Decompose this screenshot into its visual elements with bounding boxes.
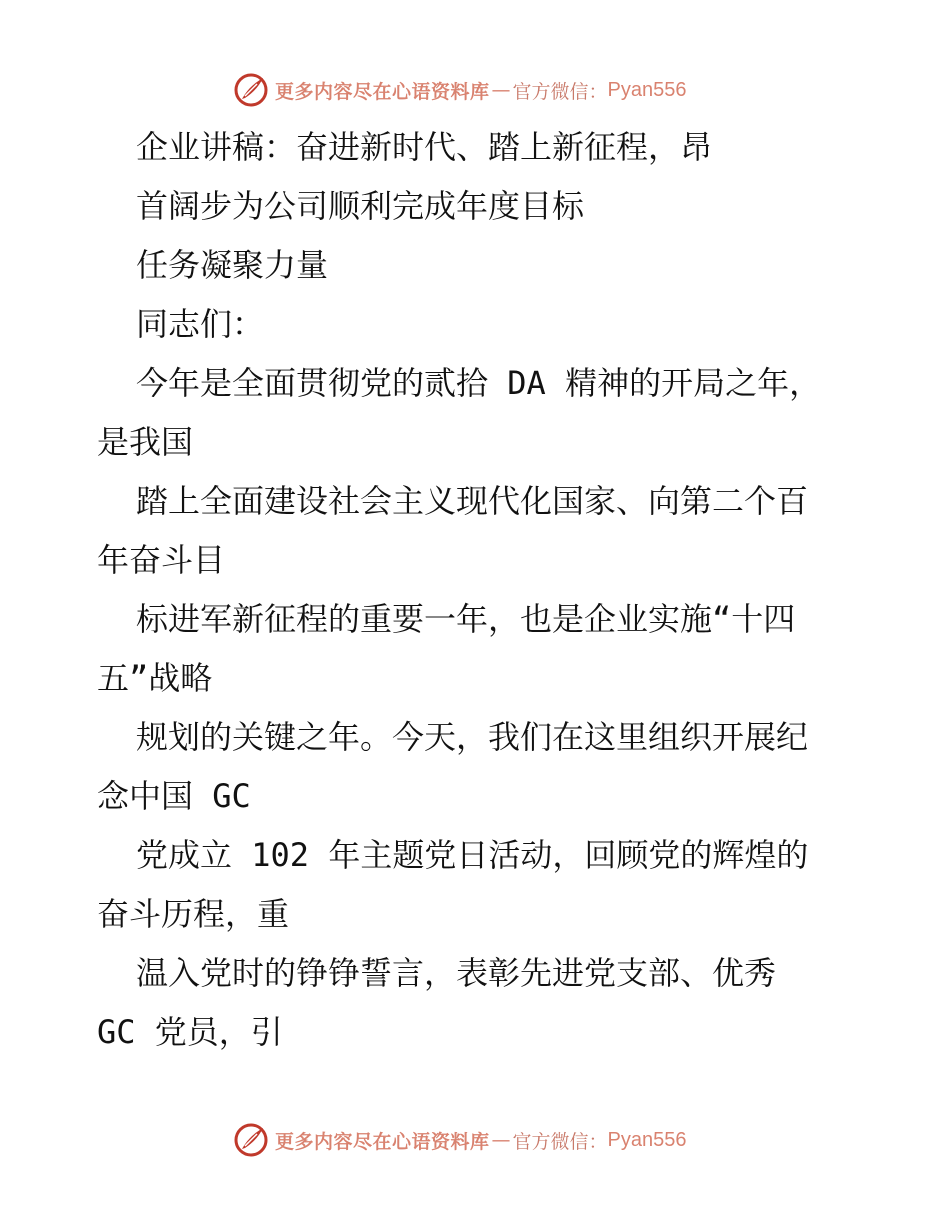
paragraph-line: GC 党员，引 bbox=[97, 1013, 283, 1051]
watermark-site-text: 更多内容尽在心语资料库 bbox=[275, 1130, 490, 1153]
watermark-site-text: 更多内容尽在心语资料库 bbox=[275, 80, 490, 103]
title-line-2: 首阔步为公司顺利完成年度目标 bbox=[136, 187, 585, 225]
watermark-wechat-label: 官方微信： bbox=[512, 1130, 608, 1153]
paragraph-line: 年奋斗目 bbox=[97, 541, 226, 579]
paragraph-line: 规划的关键之年。今天，我们在这里组织开展纪 bbox=[136, 718, 809, 756]
salutation: 同志们： bbox=[136, 305, 265, 343]
watermark-dash: — bbox=[491, 1129, 511, 1151]
document-body bbox=[97, 118, 867, 1062]
header-watermark bbox=[0, 70, 950, 110]
paragraph-line: 温入党时的铮铮誓言，表彰先进党支部、优秀 bbox=[136, 954, 777, 992]
title-line-1: 企业讲稿：奋进新时代、踏上新征程，昂 bbox=[136, 128, 713, 166]
paragraph-line: 踏上全面建设社会主义现代化国家、向第二个百 bbox=[136, 482, 809, 520]
paragraph-line: 奋斗历程，重 bbox=[97, 895, 290, 933]
feather-logo-icon bbox=[233, 1122, 269, 1158]
watermark-wechat-label: 官方微信： bbox=[512, 80, 608, 103]
title-line-3: 任务凝聚力量 bbox=[136, 246, 329, 284]
paragraph-line: 五”战略 bbox=[97, 659, 213, 697]
watermark-wechat-id: Pyan556 bbox=[607, 78, 687, 101]
paragraph-line: 党成立 102 年主题党日活动，回顾党的辉煌的 bbox=[136, 836, 809, 874]
paragraph-line: 是我国 bbox=[97, 423, 194, 461]
paragraph-line: 标进军新征程的重要一年，也是企业实施“十四 bbox=[136, 600, 796, 638]
paragraph-line: 今年是全面贯彻党的贰拾 DA 精神的开局之年， bbox=[136, 364, 822, 402]
watermark-dash: — bbox=[491, 79, 511, 101]
paragraph-line: 念中国 GC bbox=[97, 777, 251, 815]
feather-logo-icon bbox=[233, 72, 269, 108]
watermark-wechat-id: Pyan556 bbox=[607, 1128, 687, 1151]
footer-watermark bbox=[0, 1120, 950, 1160]
